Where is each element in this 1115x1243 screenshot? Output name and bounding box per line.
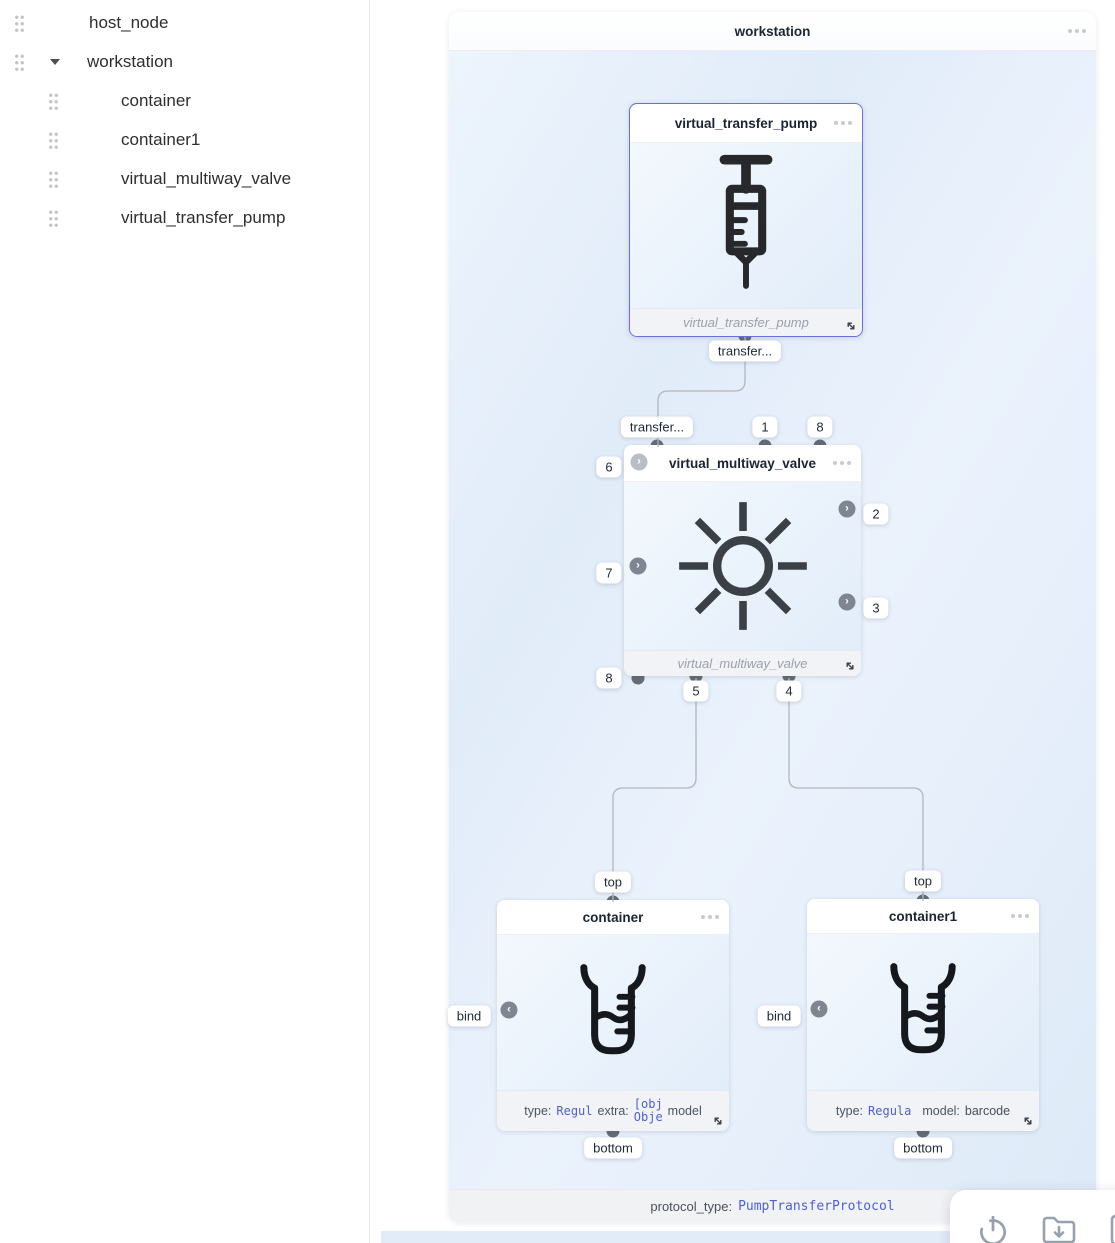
sidebar-item-label: workstation [87, 51, 173, 71]
extra-value: [obj Obje [633, 1097, 663, 1124]
drag-handle-icon[interactable] [48, 170, 59, 188]
resize-icon[interactable] [845, 320, 857, 332]
more-options-icon[interactable] [833, 461, 851, 465]
port-label-4[interactable]: 4 [776, 681, 801, 702]
port-label-8[interactable]: 8 [596, 668, 621, 689]
node-footer [630, 308, 862, 336]
container1-node[interactable] [807, 899, 1039, 1131]
protocol-type-label: protocol_type: [650, 1198, 733, 1214]
port-label-bottom[interactable]: bottom [894, 1138, 952, 1159]
port-label-1[interactable]: 1 [752, 417, 777, 438]
resize-icon[interactable] [712, 1115, 724, 1127]
port-label-7[interactable]: 7 [596, 563, 621, 584]
workstation-node-header[interactable] [449, 12, 1096, 51]
sidebar-item-host-node[interactable] [0, 3, 369, 42]
sidebar-item-label: container1 [121, 129, 201, 149]
port-dot-bind[interactable]: ‹ [811, 1001, 828, 1018]
port-label-2[interactable]: 2 [863, 504, 888, 525]
more-options-icon[interactable] [1011, 914, 1029, 918]
type-value: Regula [868, 1104, 912, 1118]
more-options-icon[interactable] [834, 121, 852, 125]
more-options-icon[interactable] [1068, 29, 1086, 33]
node-header[interactable] [630, 104, 862, 143]
multiway-valve-icon [667, 490, 819, 642]
export-icon[interactable] [1108, 1212, 1115, 1243]
container-node[interactable] [497, 900, 729, 1131]
node-body[interactable] [624, 482, 861, 650]
node-header[interactable] [624, 445, 861, 482]
beaker-icon [869, 956, 977, 1068]
drag-handle-icon[interactable] [48, 209, 59, 227]
port-dot-bind[interactable]: ‹ [501, 1002, 518, 1019]
drag-handle-icon[interactable] [14, 53, 25, 71]
drag-handle-icon[interactable] [48, 92, 59, 110]
port-label-8[interactable]: 8 [807, 417, 832, 438]
node-footer [624, 650, 861, 676]
workstation-node-title: workstation [734, 23, 811, 39]
model-value: barcode [964, 1104, 1011, 1118]
canvas-toolbar [950, 1190, 1115, 1243]
port-label-transfer[interactable]: transfer... [621, 417, 693, 438]
node-title: virtual_multiway_valve [668, 455, 817, 471]
syringe-icon [692, 150, 800, 301]
sidebar-item-container1[interactable] [0, 120, 369, 159]
graph-canvas[interactable] [371, 0, 1115, 1243]
protocol-type-value: PumpTransferProtocol [738, 1198, 895, 1214]
type-value: Regul [556, 1104, 593, 1118]
port-label-bind[interactable]: bind [448, 1006, 491, 1027]
port-label-3[interactable]: 3 [863, 598, 888, 619]
virtual-transfer-pump-node[interactable] [629, 103, 863, 337]
sidebar-item-label: host_node [89, 12, 169, 32]
node-footer [497, 1090, 729, 1131]
model-label: model [667, 1104, 702, 1118]
more-options-icon[interactable] [701, 915, 719, 919]
drag-handle-icon[interactable] [48, 131, 59, 149]
device-tree-sidebar [0, 0, 370, 1243]
port-label-top[interactable]: top [905, 871, 941, 892]
resize-icon[interactable] [844, 660, 856, 672]
folder-download-icon[interactable] [1040, 1213, 1078, 1243]
sidebar-item-label: virtual_transfer_pump [121, 207, 286, 227]
drag-handle-icon[interactable] [14, 14, 25, 32]
node-body[interactable] [807, 934, 1039, 1090]
port-dot-7[interactable]: › [630, 558, 647, 575]
extra-label: extra: [597, 1104, 629, 1118]
virtual-multiway-valve-node[interactable] [624, 445, 861, 676]
node-header[interactable] [807, 899, 1039, 934]
node-title: container1 [888, 908, 958, 924]
type-label: type: [524, 1104, 552, 1118]
node-footer-name: virtual_multiway_valve [677, 656, 808, 671]
node-title: virtual_transfer_pump [674, 115, 818, 131]
chevron-down-icon[interactable] [50, 59, 60, 65]
node-footer [807, 1090, 1039, 1131]
port-label-bind[interactable]: bind [758, 1006, 801, 1027]
node-body[interactable] [497, 935, 729, 1090]
node-header[interactable] [497, 900, 729, 935]
node-body[interactable] [630, 143, 862, 308]
port-label-top[interactable]: top [595, 872, 631, 893]
port-dot-3[interactable]: › [839, 594, 856, 611]
port-label-transfer[interactable]: transfer... [709, 341, 781, 362]
type-label: type: [835, 1104, 864, 1118]
node-title: container [582, 909, 644, 925]
port-label-5[interactable]: 5 [683, 681, 708, 702]
port-dot-6[interactable]: › [631, 454, 648, 471]
port-label-6[interactable]: 6 [596, 457, 621, 478]
beaker-icon [559, 957, 667, 1069]
sidebar-item-virtual-multiway-valve[interactable] [0, 159, 369, 198]
sidebar-item-virtual-transfer-pump[interactable] [0, 198, 369, 237]
sidebar-item-label: container [121, 90, 191, 110]
sidebar-item-label: virtual_multiway_valve [121, 168, 292, 188]
power-icon[interactable] [976, 1212, 1010, 1243]
sidebar-item-container[interactable] [0, 81, 369, 120]
port-label-bottom[interactable]: bottom [584, 1138, 642, 1159]
model-label: model: [922, 1104, 960, 1118]
port-dot-2[interactable]: › [839, 501, 856, 518]
node-footer-name: virtual_transfer_pump [683, 315, 809, 330]
sidebar-item-workstation[interactable] [0, 42, 369, 81]
resize-icon[interactable] [1022, 1115, 1034, 1127]
